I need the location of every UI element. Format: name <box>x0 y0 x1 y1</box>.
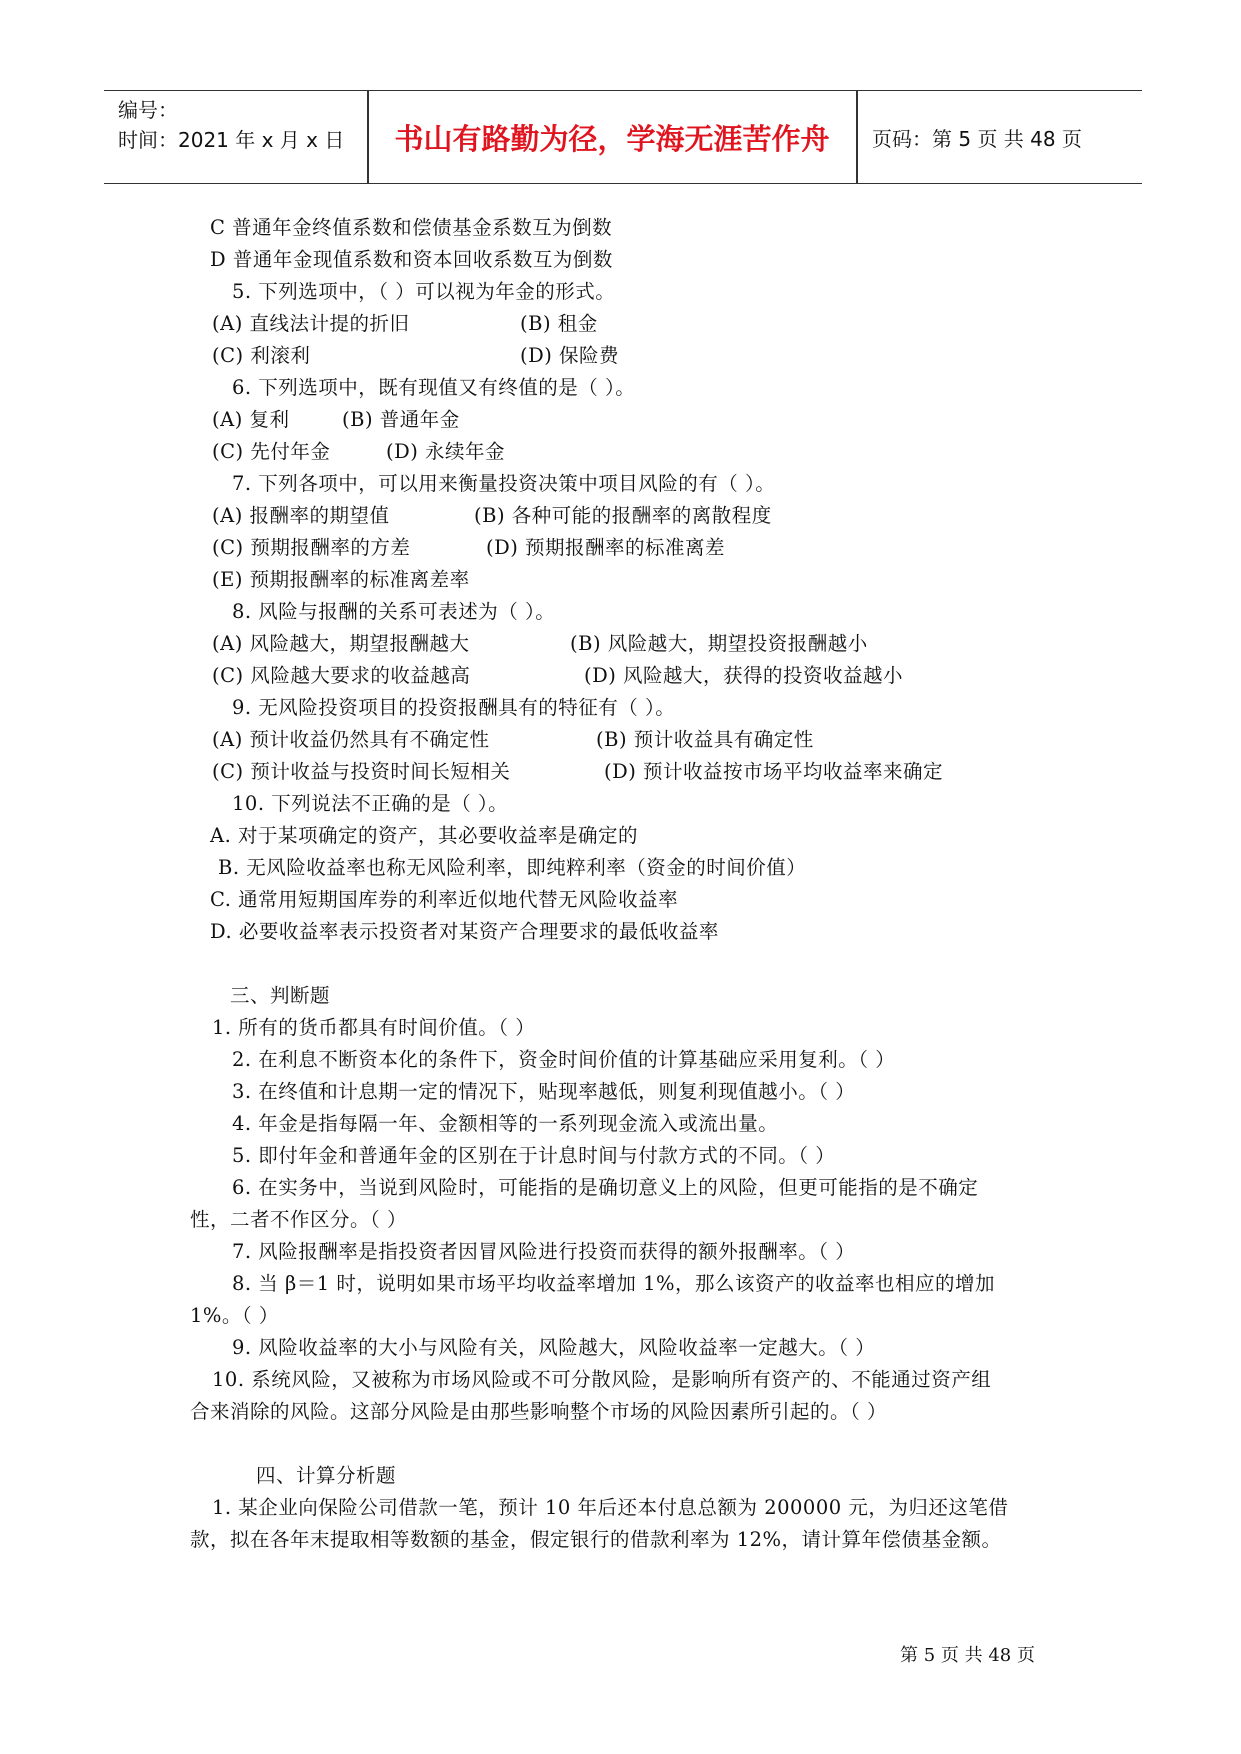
question-7: 7. 下列各项中，可以用来衡量投资决策中项目风险的有（ ）。 <box>232 472 776 495</box>
option: B. 无风险收益率也称无风险利率，即纯粹利率（资金的时间价值） <box>218 856 807 879</box>
option: (B) 租金 <box>520 312 598 335</box>
text-line: C 普通年金终值系数和偿债基金系数互为倒数 <box>210 216 613 239</box>
text-line: 6. 在实务中，当说到风险时，可能指的是确切意义上的风险，但更可能指的是不确定 <box>232 1176 979 1199</box>
option: (B) 各种可能的报酬率的离散程度 <box>474 504 772 527</box>
text-line: 9. 风险收益率的大小与风险有关，风险越大，风险收益率一定越大。（ ） <box>232 1336 876 1359</box>
option: (B) 风险越大，期望投资报酬越小 <box>570 632 868 655</box>
question-5: 5. 下列选项中，（ ）可以视为年金的形式。 <box>232 280 616 303</box>
text-line: 4. 年金是指每隔一年、金额相等的一系列现金流入或流出量。 <box>232 1112 779 1135</box>
question-6: 6. 下列选项中，既有现值又有终值的是（ ）。 <box>232 376 636 399</box>
question-10: 10. 下列说法不正确的是（ ）。 <box>232 792 509 815</box>
option: (A) 风险越大，期望报酬越大 <box>212 632 470 655</box>
option: (D) 预期报酬率的标准离差 <box>486 536 726 559</box>
option: D. 必要收益率表示投资者对某资产合理要求的最低收益率 <box>210 920 719 943</box>
option: (D) 预计收益按市场平均收益率来确定 <box>604 760 944 783</box>
time-label: 时间：2021 年 x 月 x 日 <box>118 128 345 152</box>
question-8: 8. 风险与报酬的关系可表述为（ ）。 <box>232 600 556 623</box>
option: (C) 先付年金 <box>212 440 331 463</box>
option: (A) 直线法计提的折旧 <box>212 312 410 335</box>
page-info: 页码：第 5 页 共 48 页 <box>872 126 1082 151</box>
option: (C) 预期报酬率的方差 <box>212 536 411 559</box>
option: (B) 普通年金 <box>342 408 460 431</box>
header-divider <box>856 91 858 183</box>
option: (A) 预计收益仍然具有不确定性 <box>212 728 490 751</box>
option: (C) 利滚利 <box>212 344 311 367</box>
question-9: 9. 无风险投资项目的投资报酬具有的特征有（ ）。 <box>232 696 676 719</box>
page-header <box>104 90 1142 184</box>
option: (D) 保险费 <box>520 344 620 367</box>
text-line: 2. 在利息不断资本化的条件下，资金时间价值的计算基础应采用复利。（ ） <box>232 1048 896 1071</box>
text-line: 3. 在终值和计息期一定的情况下，贴现率越低，则复利现值越小。（ ） <box>232 1080 856 1103</box>
text-line: 1%。（ ） <box>190 1304 279 1327</box>
text-line: 合来消除的风险。这部分风险是由那些影响整个市场的风险因素所引起的。（ ） <box>190 1400 887 1423</box>
option: (C) 预计收益与投资时间长短相关 <box>212 760 511 783</box>
header-motto: 书山有路勤为径，学海无涯苦作舟 <box>394 121 830 156</box>
section-heading: 三、判断题 <box>230 984 331 1007</box>
text-line: 7. 风险报酬率是指投资者因冒风险进行投资而获得的额外报酬率。（ ） <box>232 1240 856 1263</box>
option: C. 通常用短期国库券的利率近似地代替无风险收益率 <box>210 888 679 911</box>
option: (D) 永续年金 <box>386 440 506 463</box>
text-line: 1. 所有的货币都具有时间价值。（ ） <box>212 1016 536 1039</box>
text-line: 款，拟在各年末提取相等数额的基金，假定银行的借款利率为 12%，请计算年偿债基金额。 <box>190 1528 1002 1551</box>
option: (D) 风险越大，获得的投资收益越小 <box>584 664 904 687</box>
option: (A) 复利 <box>212 408 290 431</box>
text-line: 性，二者不作区分。（ ） <box>190 1208 407 1231</box>
option: (B) 预计收益具有确定性 <box>596 728 814 751</box>
text-line: 5. 即付年金和普通年金的区别在于计息时间与付款方式的不同。（ ） <box>232 1144 836 1167</box>
section-heading: 四、计算分析题 <box>256 1464 397 1487</box>
text-line: 1. 某企业向保险公司借款一笔，预计 10 年后还本付息总额为 200000 元，为归还这笔借 <box>212 1496 1009 1519</box>
option: (A) 报酬率的期望值 <box>212 504 390 527</box>
number-label: 编号： <box>118 98 178 122</box>
option: A. 对于某项确定的资产，其必要收益率是确定的 <box>210 824 638 847</box>
option: (C) 风险越大要求的收益越高 <box>212 664 471 687</box>
text-line: 10. 系统风险，又被称为市场风险或不可分散风险，是影响所有资产的、不能通过资产组 <box>212 1368 992 1391</box>
text-line: 8. 当 β＝1 时，说明如果市场平均收益率增加 1%，那么该资产的收益率也相应的增加 <box>232 1272 996 1295</box>
option: (E) 预期报酬率的标准离差率 <box>212 568 470 591</box>
header-meta <box>118 95 344 155</box>
page-footer: 第 5 页 共 48 页 <box>900 1645 1035 1666</box>
text-line: D 普通年金现值系数和资本回收系数互为倒数 <box>210 248 613 271</box>
